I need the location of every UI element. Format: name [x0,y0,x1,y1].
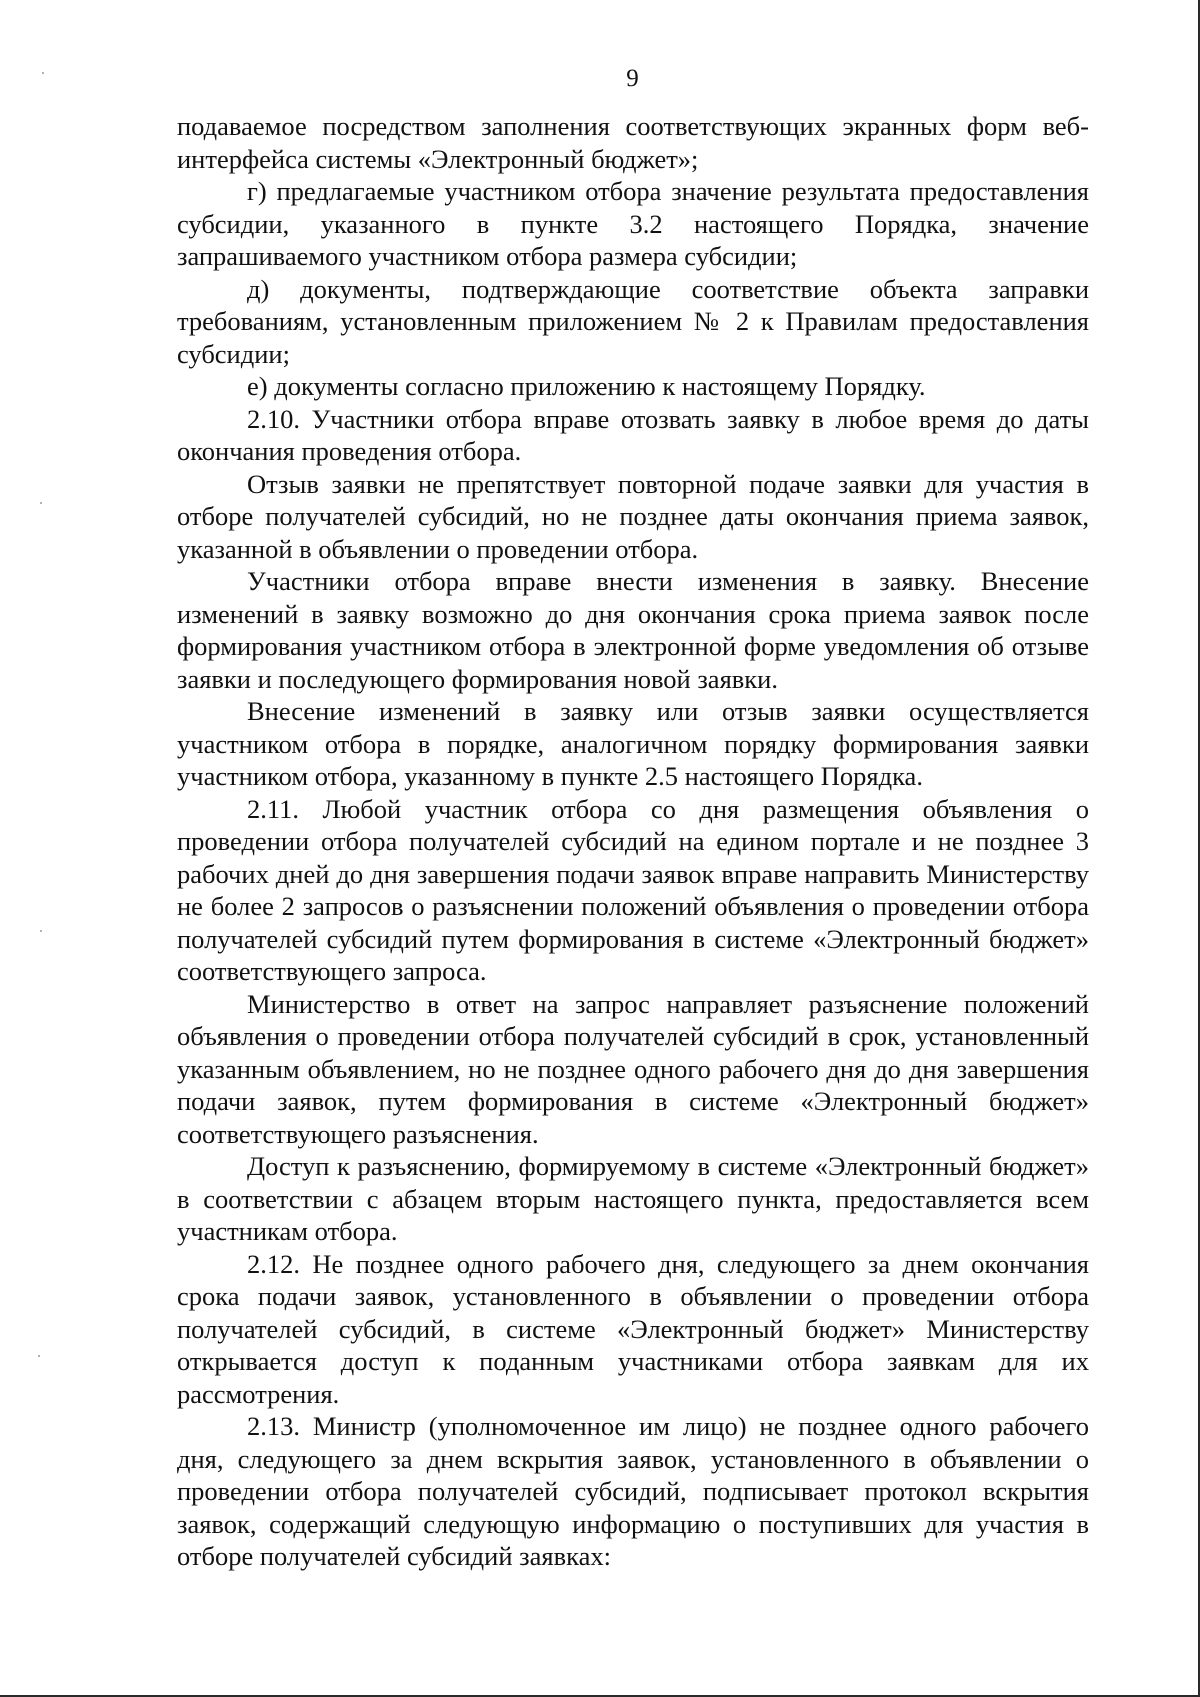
paragraph-withdrawal: Отзыв заявки не препятствует повторной подаче заявки для участия в отборе получателей субсидий, но не позднее даты окончания приема заявок, указанной в объявлении о проведении отбора. [177,468,1089,564]
paragraph-continuation: подаваемое посредством заполнения соответствующих экранных форм веб-интерфейса системы «Электронный бюджет»; [177,111,1089,174]
paragraph-clause-2-12: 2.12. Не позднее одного рабочего дня, следующего за днем окончания срока подачи заявок, установленного в объявлении о проведении отбора получателей субсидий, в системе «Электронный бюджет» Министерству открывается доступ к поданным участниками отбора заявкам для их рассмотрения. [177,1248,1089,1409]
paragraph-item-e: е) документы согласно приложению к настоящему Порядку. [247,371,926,401]
paragraph-clause-2-13: 2.13. Министр (уполномоченное им лицо) не позднее одного рабочего дня, следующего за днем вскрытия заявок, установленного в объявлении о проведении отбора получателей субсидий, подписывает протокол вскрытия заявок, содержащий следующую информацию о поступивших для участия в отборе получателей субсидий заявках: [177,1411,1089,1571]
paragraph-clause-2-10: 2.10. Участники отбора вправе отозвать заявку в любое время до даты окончания проведения отбора. [177,403,1089,466]
paragraph-item-g: г) предлагаемые участником отбора значение результата предоставления субсидии, указанного в пункте 3.2 настоящего Порядка, значение запрашиваемого участником отбора размера субсидии; [177,176,1089,271]
paragraph-changes: Участники отбора вправе внести изменения в заявку. Внесение изменений в заявку возможно до дня окончания срока приема заявок после формирования участником отбора в электронной форме уведомления об отзыве заявки и последующего формирования новой заявки. [177,566,1089,694]
page-number: 9 [626,65,639,92]
paragraph-item-d: д) документы, подтверждающие соответствие объекта заправки требованиям, установленным приложением № 2 к Правилам предоставления субсидии; [177,273,1089,369]
paragraph-clause-2-11: 2.11. Любой участник отбора со дня размещения объявления о проведении отбора получателей субсидий на едином портале и не позднее 3 рабочих дней до дня завершения подачи заявок вправе направить Министерству не более 2 запросов о разъяснении положений объявления о проведении отбора получателей субсидий путем формирования в системе «Электронный бюджет» соответствующего запроса. [177,793,1089,986]
paragraph-access-clarification: Доступ к разъяснению, формируемому в системе «Электронный бюджет» в соответствии с абзацем вторым настоящего пункта, предоставляется всем участникам отбора. [177,1151,1089,1246]
document-body [177,110,1089,1573]
paragraph-changes-procedure: Внесение изменений в заявку или отзыв заявки осуществляется участником отбора в порядке, аналогичном порядку формирования заявки участником отбора, указанному в пункте 2.5 настоящего Порядка. [177,696,1089,791]
paragraph-ministry-response: Министерство в ответ на запрос направляет разъяснение положений объявления о проведении отбора получателей субсидий в срок, установленный указанным объявлением, но не позднее одного рабочего дня до дня завершения подачи заявок, путем формирования в системе «Электронный бюджет» соответствующего разъяснения. [177,988,1089,1149]
